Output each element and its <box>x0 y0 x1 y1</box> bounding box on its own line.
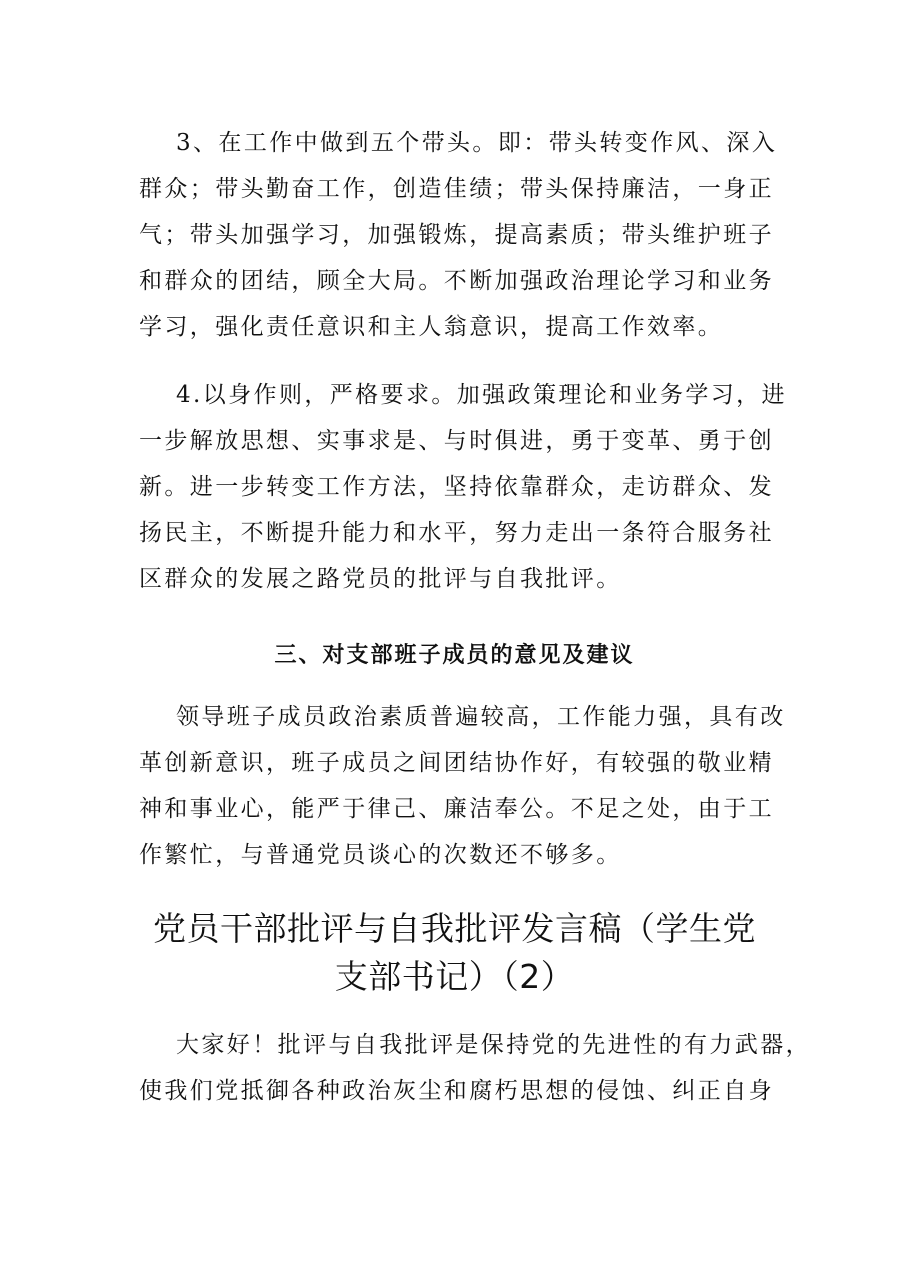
section-para-line-3: 神和事业心，能严于律己、廉洁奉公。不足之处，由于工 <box>139 796 774 822</box>
para4-line-2: 一步解放思想、实事求是、与时俱进，勇于变革、勇于创 <box>139 428 774 454</box>
para3-line-1: 3、在工作中做到五个带头。即：带头转变作风、深入 <box>176 130 778 156</box>
intro-para-line-2: 使我们党抵御各种政治灰尘和腐朽思想的侵蚀、纠正自身 <box>139 1078 774 1104</box>
para4-line-4: 扬民主，不断提升能力和水平，努力走出一条符合服务社 <box>139 520 774 546</box>
document-title-line-2: 支部书记）（2） <box>334 957 575 996</box>
para4-line-3: 新。进一步转变工作方法，坚持依靠群众，走访群众、发 <box>139 474 774 500</box>
section-heading: 三、对支部班子成员的意见及建议 <box>274 643 635 668</box>
para4-line-5: 区群众的发展之路党员的批评与自我批评。 <box>139 566 622 592</box>
para3-line-2: 群众；带头勤奋工作，创造佳绩；带头保持廉洁，一身正 <box>139 176 774 202</box>
intro-para-line-1: 大家好！批评与自我批评是保持党的先进性的有力武器， <box>176 1032 811 1058</box>
para3-line-3: 气；带头加强学习，加强锻炼，提高素质；带头维护班子 <box>139 222 774 248</box>
para3-line-4: 和群众的团结，顾全大局。不断加强政治理论学习和业务 <box>139 268 774 294</box>
para3-line-5: 学习，强化责任意识和主人翁意识，提高工作效率。 <box>139 314 724 340</box>
document-title-line-1: 党员干部批评与自我批评发言稿（学生党 <box>153 909 756 948</box>
section-para-line-1: 领导班子成员政治素质普遍较高，工作能力强，具有改 <box>176 704 786 730</box>
section-para-line-2: 革创新意识，班子成员之间团结协作好，有较强的敬业精 <box>139 750 774 776</box>
section-para-line-4: 作繁忙，与普通党员谈心的次数还不够多。 <box>139 842 622 868</box>
para4-line-1: 4.以身作则，严格要求。加强政策理论和业务学习，进 <box>176 382 787 408</box>
